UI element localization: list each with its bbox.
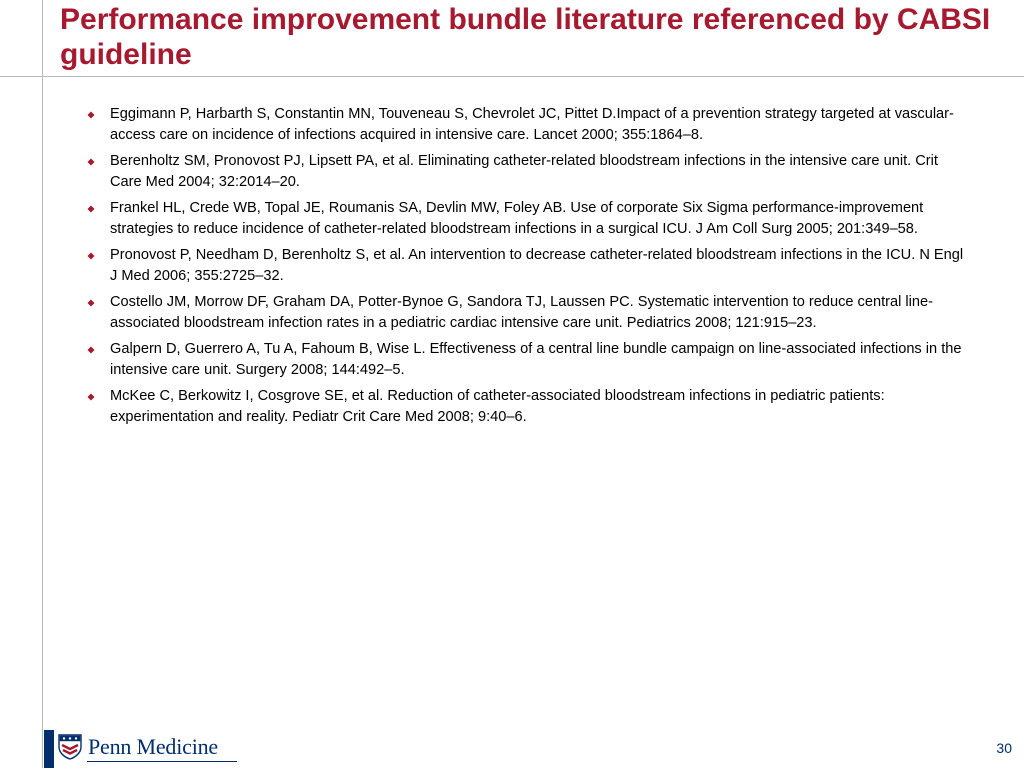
logo-text: Penn Medicine: [88, 734, 218, 759]
reference-item: [84, 386, 964, 427]
diamond-bullet-icon: [84, 390, 98, 404]
vertical-rule: [42, 0, 43, 768]
logo-underline: [87, 761, 237, 762]
diamond-bullet-icon: [84, 108, 98, 122]
title-underline: [0, 76, 1024, 77]
reference-item: [84, 151, 964, 192]
reference-text: Berenholtz SM, Pronovost PJ, Lipsett PA, et al. Eliminating catheter-related bloodstream infections in the intensive care unit. Crit Care Med 2004; 32:2014–20.: [110, 153, 938, 190]
slide-title: Performance improvement bundle literature referenced by CABSI guideline: [60, 3, 991, 71]
page-number: 30: [996, 740, 1012, 756]
diamond-bullet-icon: [84, 249, 98, 263]
reference-item: [84, 245, 964, 286]
reference-item: [84, 339, 964, 380]
reference-text: Pronovost P, Needham D, Berenholtz S, et al. An intervention to decrease catheter-related bloodstream infections in the ICU. N Engl J Med 2006; 355:2725–32.: [110, 247, 964, 284]
diamond-bullet-icon: [84, 296, 98, 310]
reference-text: Galpern D, Guerrero A, Tu A, Fahoum B, Wise L. Effectiveness of a central line bundle campaign on line-associated infections in the intensive care unit. Surgery 2008; 144:492–5.: [110, 341, 962, 378]
reference-text: Frankel HL, Crede WB, Topal JE, Roumanis SA, Devlin MW, Foley AB. Use of corporate Six Sigma performance-improvement strategies to reduce incidence of catheter-related bloodstream infections in a surgical ICU. J Am Coll Surg 2005; 201:349–58.: [110, 200, 924, 237]
reference-item: [84, 104, 964, 145]
footer-accent-bar: [44, 730, 54, 768]
diamond-bullet-icon: [84, 202, 98, 216]
diamond-bullet-icon: [84, 343, 98, 357]
reference-item: [84, 198, 964, 239]
reference-text: Eggimann P, Harbarth S, Constantin MN, Touveneau S, Chevrolet JC, Pittet D.Impact of a prevention strategy targeted at vascular-access care on incidence of infections acquired in intensive care. Lancet 2000; 355:1864–8.: [110, 106, 954, 143]
reference-text: Costello JM, Morrow DF, Graham DA, Potter-Bynoe G, Sandora TJ, Laussen PC. Systematic intervention to reduce central line-associated bloodstream infection rates in a pediatric cardiac intensive care unit. Pediatrics 2008; 121:915–23.: [110, 294, 933, 331]
penn-medicine-logo: [58, 734, 218, 760]
reference-item: [84, 292, 964, 333]
reference-list: [84, 104, 964, 433]
penn-shield-icon: [58, 734, 82, 760]
diamond-bullet-icon: [84, 155, 98, 169]
reference-text: McKee C, Berkowitz I, Cosgrove SE, et al. Reduction of catheter-associated bloodstream infections in pediatric patients: experimentation and reality. Pediatr Crit Care Med 2008; 9:40–6.: [110, 388, 885, 425]
